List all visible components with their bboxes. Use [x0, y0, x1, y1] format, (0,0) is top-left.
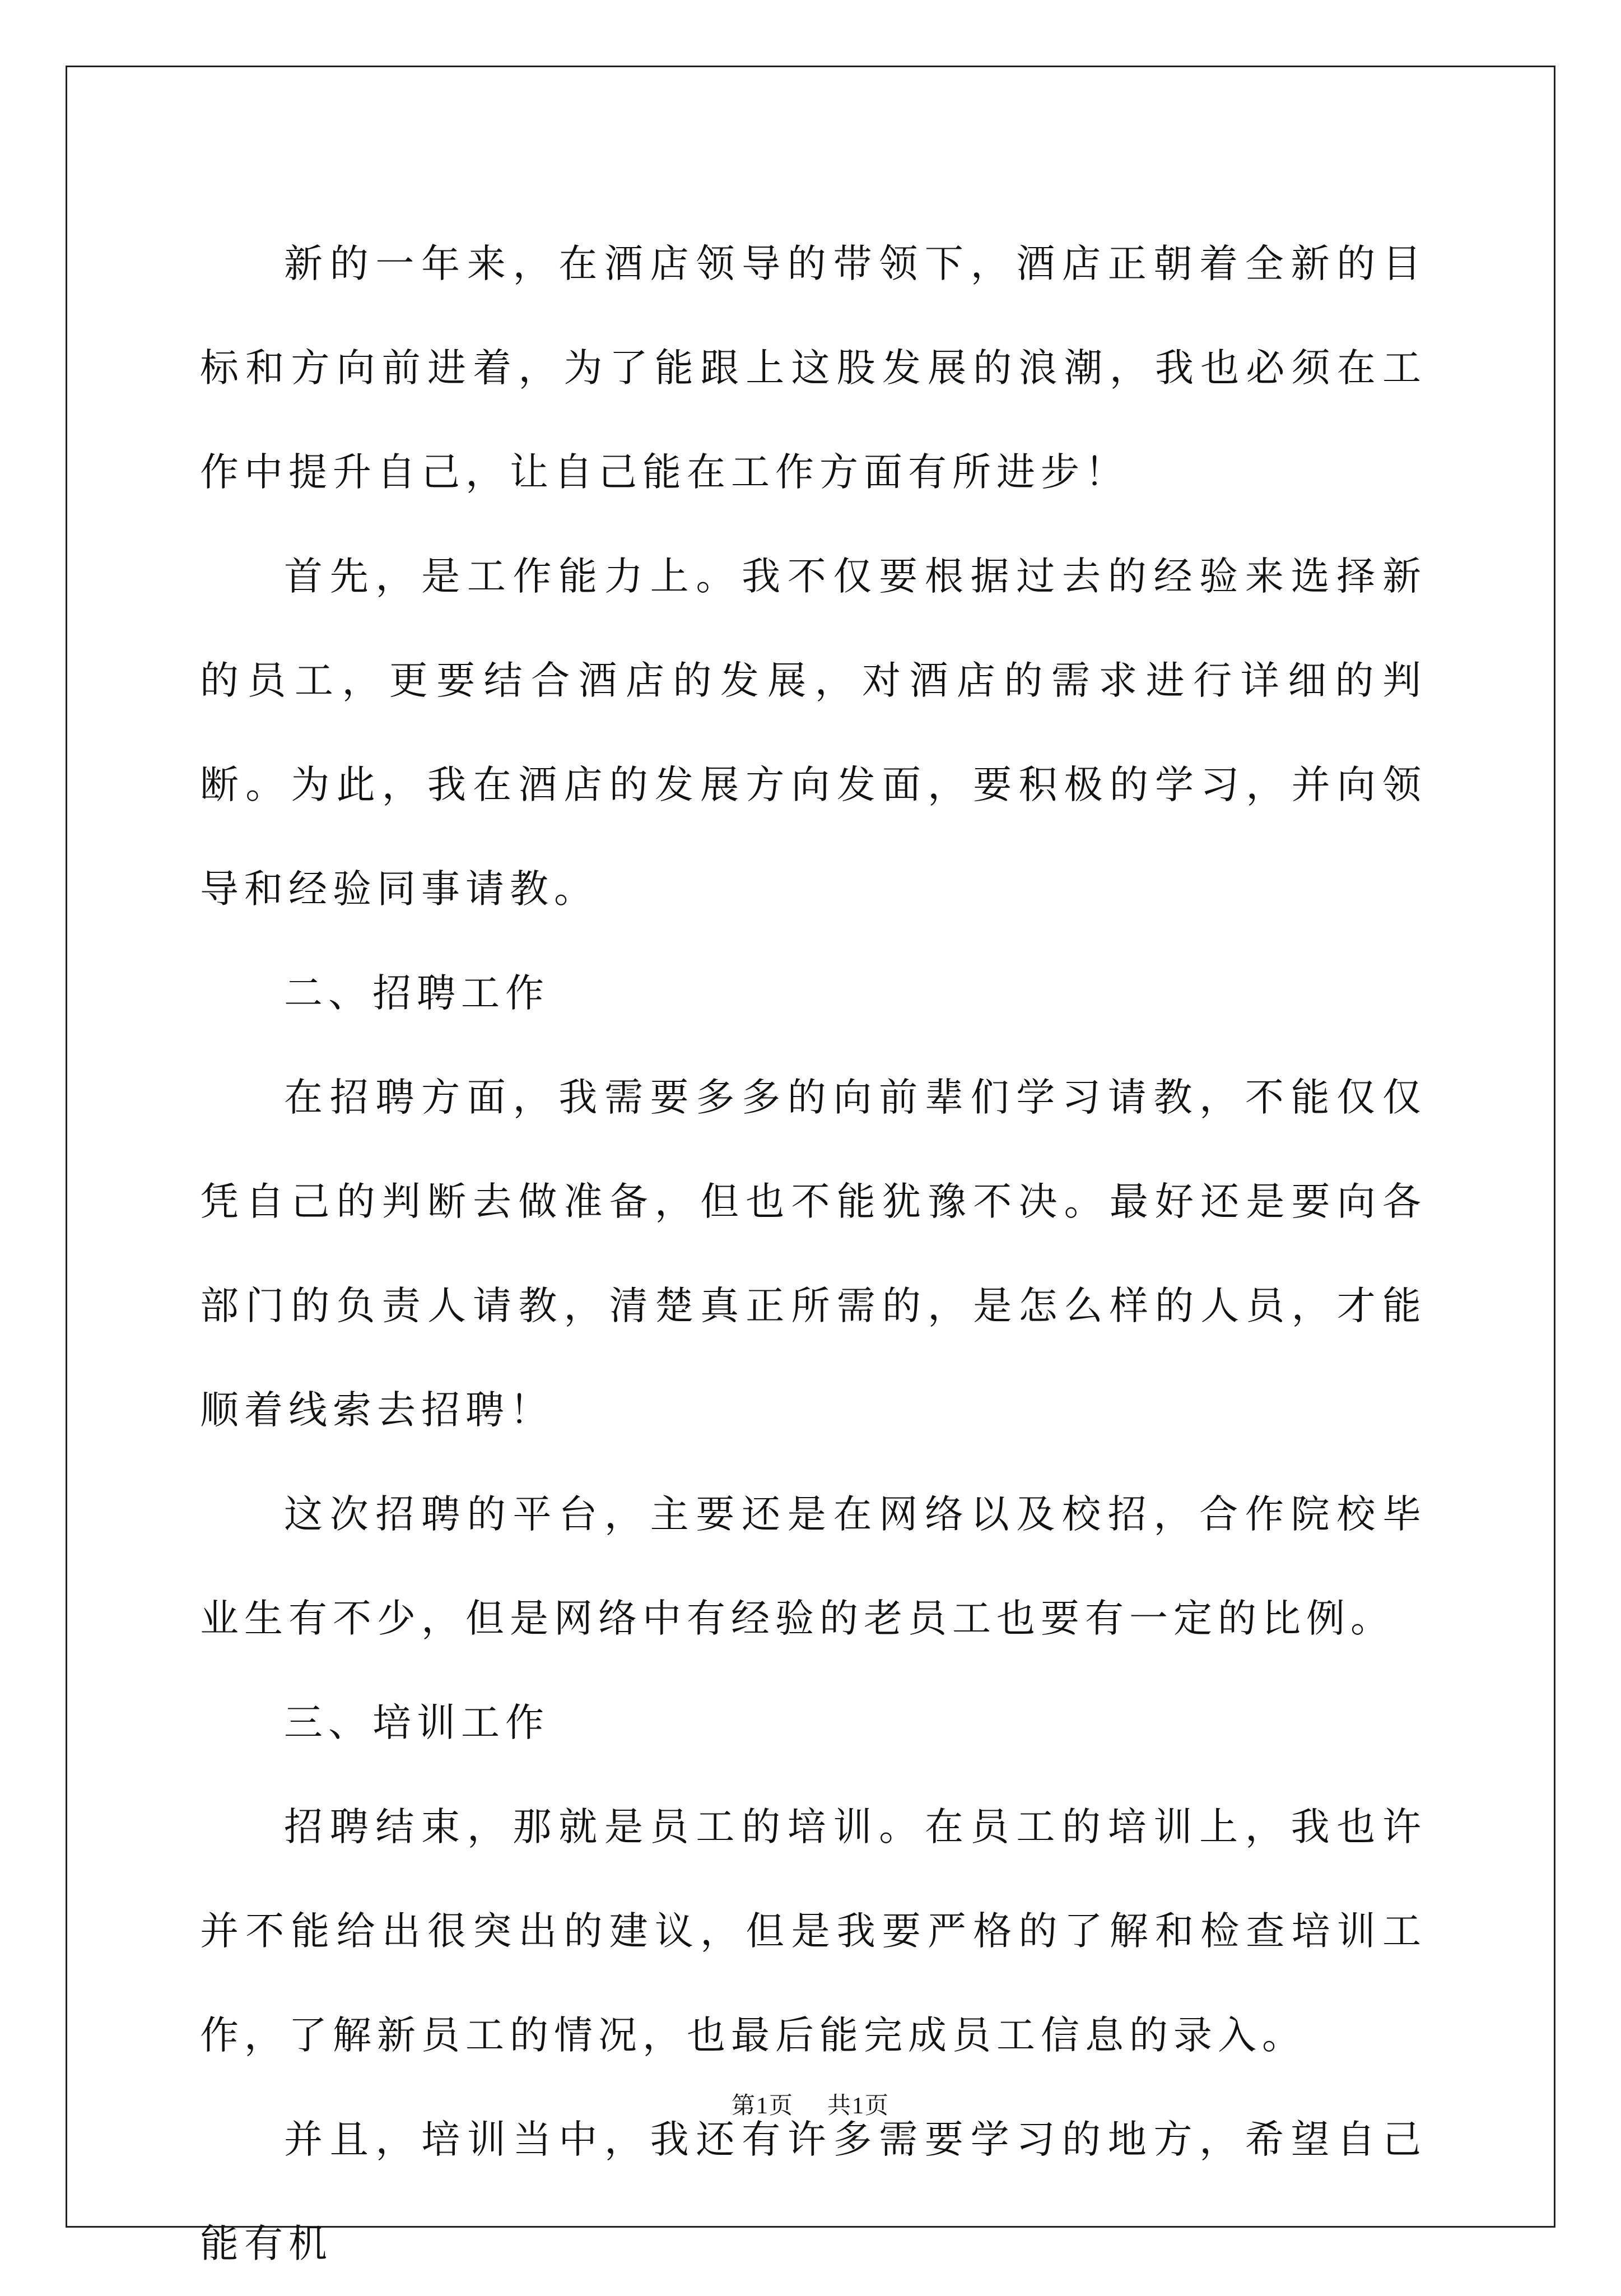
paragraph-training-learning: 并且，培训当中，我还有许多需要学习的地方，希望自己能有机	[200, 2117, 1427, 2266]
paragraph-recruitment: 在招聘方面，我需要多多的向前辈们学习请教，不能仅仅凭自己的判断去做准备，但也不能犹豫不决。最好还是要向各部门的负责人请教，清楚真正所需的，是怎么样的人员，才能顺着线索去招聘！	[200, 1075, 1427, 1433]
paragraph-recruitment-platform: 这次招聘的平台，主要还是在网络以及校招，合作院校毕业生有不少，但是网络中有经验的老员工也要有一定的比例。	[200, 1492, 1427, 1641]
paragraph-training: 招聘结束，那就是员工的培训。在员工的培训上，我也许并不能给出很突出的建议，但是我要严格的了解和检查培训工作，了解新员工的情况，也最后能完成员工信息的录入。	[200, 1805, 1427, 2058]
section-heading-recruitment: 二、招聘工作	[284, 971, 549, 1016]
section-heading-training: 三、培训工作	[284, 1700, 549, 1745]
page-total: 共1页	[827, 2093, 890, 2119]
page-number: 第1页	[731, 2093, 794, 2119]
paragraph-work-ability: 首先，是工作能力上。我不仅要根据过去的经验来选择新的员工，更要结合酒店的发展，对酒店的需求进行详细的判断。为此，我在酒店的发展方向发面，要积极的学习，并向领导和经验同事请教。	[200, 554, 1427, 912]
paragraph-intro: 新的一年来，在酒店领导的带领下，酒店正朝着全新的目标和方向前进着，为了能跟上这股发展的浪潮，我也必须在工作中提升自己，让自己能在工作方面有所进步！	[200, 241, 1427, 495]
page-footer	[0, 2087, 1621, 2121]
document-body	[200, 212, 1427, 2296]
